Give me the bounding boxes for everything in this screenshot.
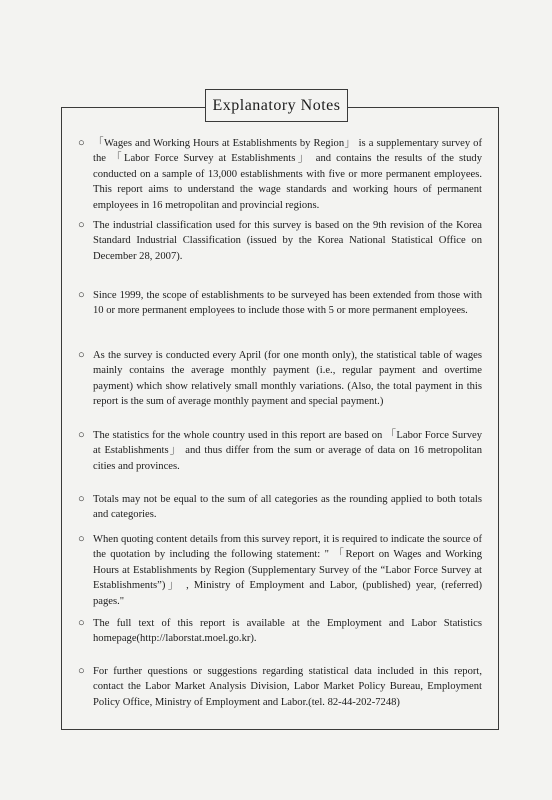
bullet-icon: ○ — [78, 665, 85, 677]
bullet-icon: ○ — [78, 137, 85, 149]
page-title-text: Explanatory Notes — [212, 96, 341, 114]
note-item — [78, 288, 482, 319]
bullet-icon: ○ — [78, 219, 85, 231]
note-item — [78, 532, 482, 609]
note-text: The full text of this report is available at the Employment and Labor Statistics homepage(http://laborstat.moel.go.kr). — [93, 618, 482, 645]
bullet-icon: ○ — [78, 533, 85, 545]
note-text: Since 1999, the scope of establishments to be surveyed has been extended from those with 10 or more permanent employees to include those with 5 or more permanent employees. — [93, 290, 482, 317]
note-item — [78, 616, 482, 647]
bullet-icon: ○ — [78, 429, 85, 441]
note-text: 「Wages and Working Hours at Establishments by Region」 is a supplementary survey of the 「Labor Force Survey at Establishments」 and contains the results of the study conducted on a sample of 13,000 establishments with five or more permanent employees. This report aims to understand the wage standards and working hours of permanent employees in 16 metropolitan and provincial regions. — [93, 138, 482, 211]
note-item — [78, 492, 482, 523]
bullet-icon: ○ — [78, 289, 85, 301]
bullet-icon: ○ — [78, 617, 85, 629]
note-text: For further questions or suggestions regarding statistical data included in this report, contact the Labor Market Analysis Division, Labor Market Policy Bureau, Employment Policy Office, Ministry of Employment and Labor.(tel. 82-44-202-7248) — [93, 666, 482, 708]
note-item — [78, 348, 482, 410]
note-item — [78, 218, 482, 264]
note-text: When quoting content details from this survey report, it is required to indicate the source of the quotation by including the following statement: " 「Report on Wages and Working Hours at Establishments by Region (Supplementary Survey of the “Labor Force Survey at Establishments”)」 , Ministry of Employment and Labor, (published) year, (referred) pages." — [93, 534, 482, 607]
note-text: The statistics for the whole country used in this report are based on 「Labor Force Survey at Establishments」 and thus differ from the sum or average of data on 16 metropolitan cities and provinces. — [93, 430, 482, 472]
page-title — [205, 89, 348, 122]
note-item — [78, 428, 482, 474]
bullet-icon: ○ — [78, 493, 85, 505]
note-item — [78, 664, 482, 710]
bullet-icon: ○ — [78, 349, 85, 361]
note-text: As the survey is conducted every April (for one month only), the statistical table of wages mainly contains the average monthly payment (i.e., regular payment and overtime payment) which show relatively small monthly variations. (Also, the total payment in this report is the sum of average monthly payment and special payment.) — [93, 350, 482, 408]
note-item — [78, 136, 482, 213]
note-text: The industrial classification used for this survey is based on the 9th revision of the Korea Standard Industrial Classification (issued by the Korea National Statistical Office on December 28, 2007). — [93, 220, 482, 262]
note-text: Totals may not be equal to the sum of all categories as the rounding applied to both totals and categories. — [93, 494, 482, 521]
